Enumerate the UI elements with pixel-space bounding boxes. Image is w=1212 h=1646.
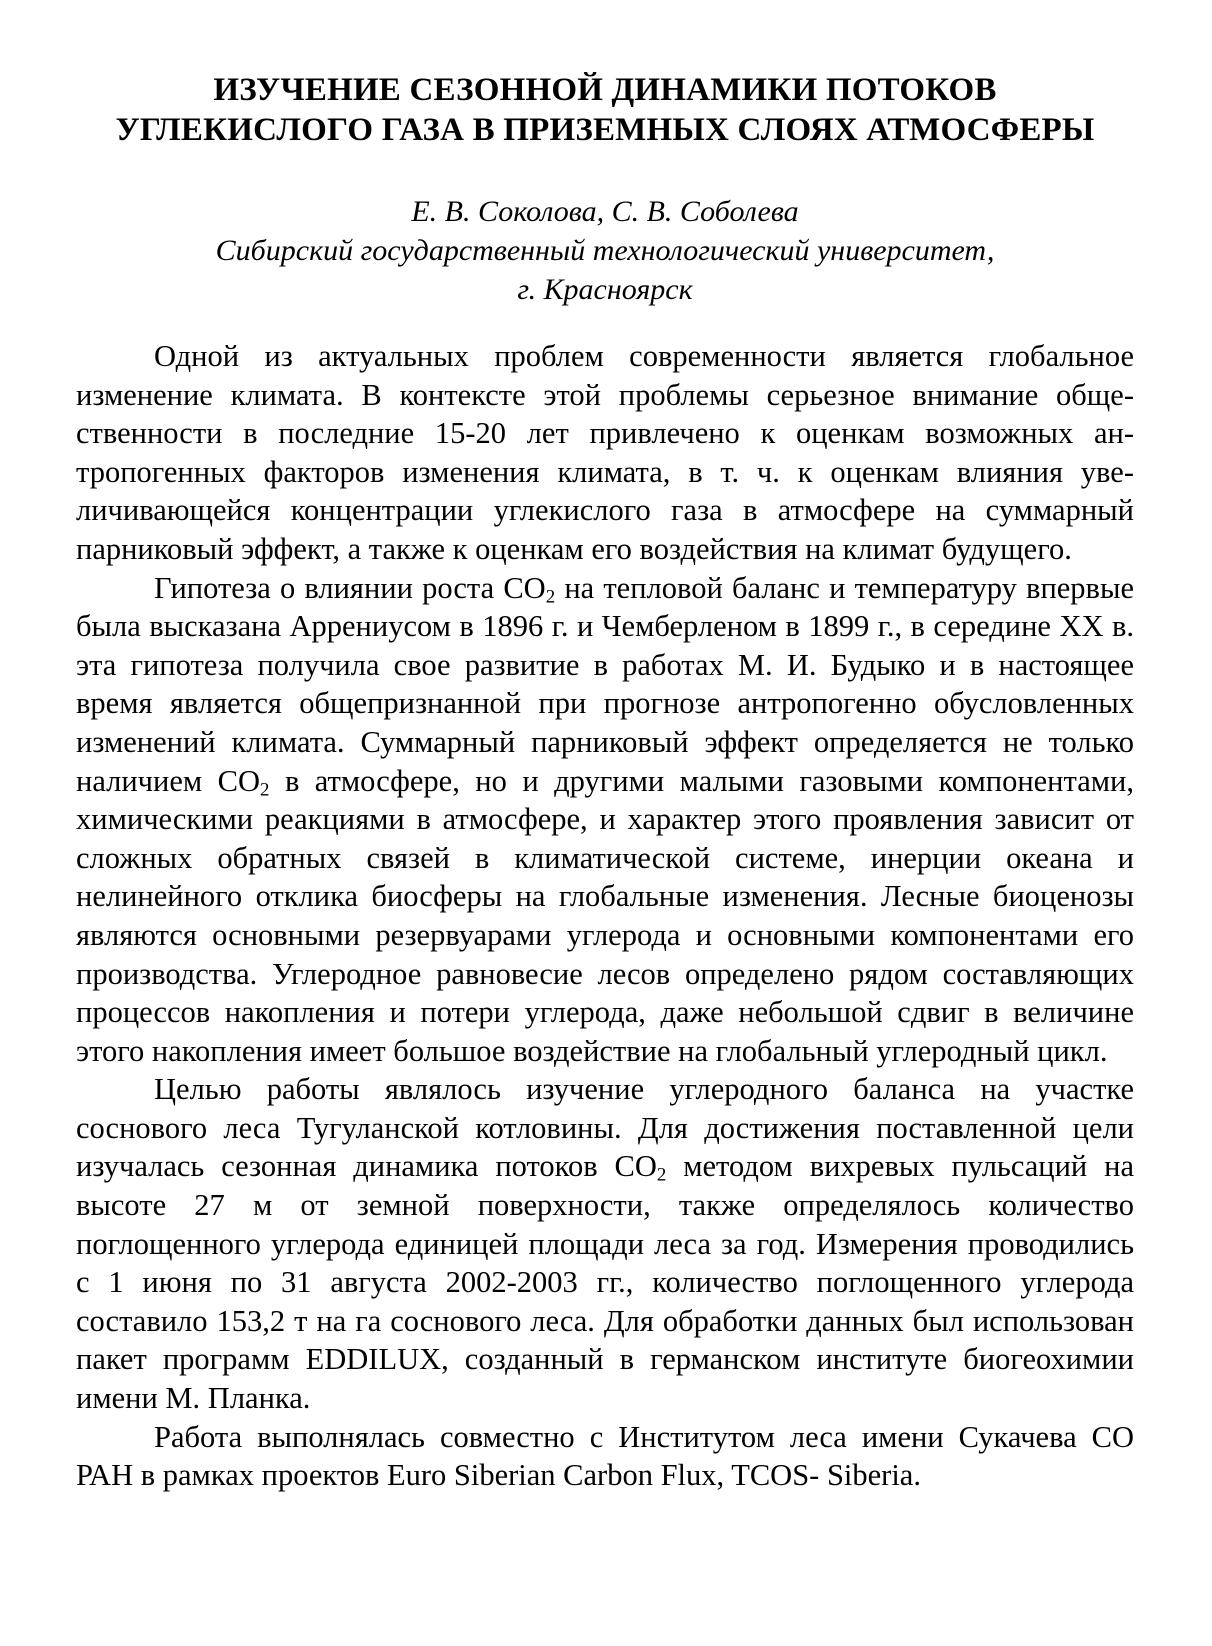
author-city: г. Красноярск bbox=[517, 273, 693, 306]
article-title bbox=[76, 70, 1134, 150]
author-names: Е. В. Соколова, С. В. Соболева bbox=[411, 195, 799, 228]
paragraph-3-part-a: Целью работы являлось изучение углеродного баланса на участке соснового леса Тугуланской котловины. Для достижения поставленной цели изучалась сезонная динамика потоков CO bbox=[76, 1072, 1134, 1184]
author-block bbox=[76, 192, 1134, 309]
paragraph-2-part-a: Гипотеза о влиянии роста CO bbox=[154, 570, 546, 605]
co2-subscript: 2 bbox=[545, 586, 556, 608]
paragraph-4: Работа выполнялась совместно с Институтом леса имени Сукачева СО РАН в рамках проектов Euro Siberian Carbon Flux, TCOS- Siberia. bbox=[76, 1419, 1134, 1493]
paragraph-1: Одной из актуальных проблем современности является глобальное изменение климата. В контексте этой проблемы серьезное внимание общественности в последние 15-20 лет привлечено к оценкам возможных антропогенных факторов изменения климата, в т. ч. к оценкам влияния увеличивающейся концентрации углекислого газа в атмосфере на суммарный парниковый эффект, а также к оценкам его воздействия на климат будущего. bbox=[76, 339, 1134, 566]
co2-subscript: 2 bbox=[656, 1165, 667, 1187]
title-line-2: УГЛЕКИСЛОГО ГАЗА В ПРИЗЕМНЫХ СЛОЯХ АТМОСФЕРЫ bbox=[115, 112, 1095, 148]
paragraph-3-part-b: методом вихревых пульсаций на высоте 27 м от земной поверхности, также определялось количество поглощенного углерода единицей площади леса за год. Измерения проводились с 1 июня по 31 августа 2002-2003 гг., количество поглощенного углерода составило 153,2 т на га соснового леса. Для обработки данных был использован пакет программ EDDILUX, созданный в германском институте биогеохимии имени М. Планка. bbox=[76, 1149, 1134, 1416]
title-line-1: ИЗУЧЕНИЕ СЕЗОННОЙ ДИНАМИКИ ПОТОКОВ bbox=[213, 72, 997, 108]
paragraph-3 bbox=[76, 1070, 1134, 1417]
article-body bbox=[76, 337, 1134, 1495]
paragraph-2-part-b: на тепловой баланс и температуру впервые была высказана Аррениусом в 1896 г. и Чемберленом в 1899 г., в середине XX в. эта гипотеза получила свое развитие в работах М. И. Будыко и в настоящее время является общепризнанной при прогнозе антропогенно обусловленных изменений климата. Суммарный парниковый эффект определяется не только наличием CO bbox=[76, 570, 1134, 798]
paragraph-2-part-c: в атмосфере, но и другими малыми газовыми компонентами, химическими реакциями в атмосфере, и характер этого проявления зависит от сложных обратных связей в климатической системе, инерции океана и нелинейного отклика биосферы на глобальные изменения. Лесные биоценозы являются основными резервуарами углерода и основными компонентами его производства. Углеродное равновесие лесов определено рядом составляющих процессов накопления и потери углерода, даже небольшой сдвиг в величине этого накопления имеет большое воздействие на глобальный углеродный цикл. bbox=[76, 763, 1134, 1068]
paragraph-2 bbox=[76, 569, 1134, 1071]
author-affiliation: Сибирский государственный технологический университет, bbox=[215, 234, 995, 267]
co2-subscript: 2 bbox=[260, 779, 270, 801]
